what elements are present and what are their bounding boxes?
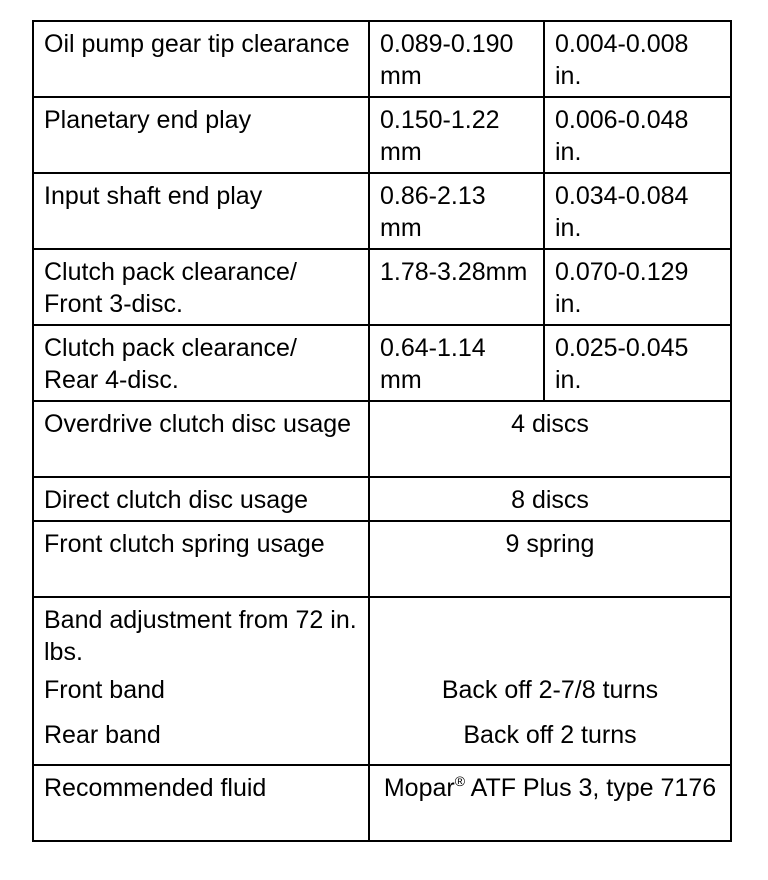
spec-metric-value: 0.150-1.22 mm [369, 97, 544, 173]
spec-label: Recommended fluid [33, 765, 369, 841]
table-row [33, 477, 731, 521]
band-adjustment-values [369, 597, 731, 765]
table-row [33, 597, 731, 765]
spec-imperial-value: 0.004-0.008 in. [544, 21, 731, 97]
rear-band-value: Back off 2 turns [463, 721, 637, 749]
table-row [33, 325, 731, 401]
table-row [33, 21, 731, 97]
spec-metric-value: 1.78-3.28mm [369, 249, 544, 325]
registered-mark: ® [454, 773, 466, 789]
spec-metric-value: 0.64-1.14 mm [369, 325, 544, 401]
rear-band-label: Rear band [44, 721, 161, 749]
fluid-brand: Mopar [383, 774, 455, 802]
spec-metric-value: 0.86-2.13 mm [369, 173, 544, 249]
front-band-label: Front band [44, 676, 165, 704]
recommended-fluid-value [369, 765, 731, 841]
fluid-spec: ATF Plus 3, type 7176 [465, 774, 717, 802]
band-adjustment-labels [33, 597, 369, 765]
table-row [33, 521, 731, 597]
spec-label: Front clutch spring usage [33, 521, 369, 597]
spec-metric-value: 0.089-0.190 mm [369, 21, 544, 97]
spec-value: 8 discs [369, 477, 731, 521]
front-band-value: Back off 2-7/8 turns [441, 676, 659, 704]
spec-imperial-value: 0.070-0.129 in. [544, 249, 731, 325]
table-row [33, 765, 731, 841]
spec-label: Direct clutch disc usage [33, 477, 369, 521]
band-adjustment-heading: Band adjustment from 72 in. lbs. [44, 606, 357, 666]
table-row [33, 97, 731, 173]
specifications-table [32, 20, 732, 842]
spec-label: Clutch pack clearance/ Rear 4-disc. [33, 325, 369, 401]
spec-label: Input shaft end play [33, 173, 369, 249]
spec-label: Clutch pack clearance/ Front 3-disc. [33, 249, 369, 325]
spec-imperial-value: 0.006-0.048 in. [544, 97, 731, 173]
spec-label: Planetary end play [33, 97, 369, 173]
spec-value: 9 spring [369, 521, 731, 597]
spec-label: Oil pump gear tip clearance [33, 21, 369, 97]
spec-value: 4 discs [369, 401, 731, 477]
spec-label: Overdrive clutch disc usage [33, 401, 369, 477]
spec-imperial-value: 0.025-0.045 in. [544, 325, 731, 401]
table-row [33, 401, 731, 477]
spec-imperial-value: 0.034-0.084 in. [544, 173, 731, 249]
table-row [33, 173, 731, 249]
table-row [33, 249, 731, 325]
